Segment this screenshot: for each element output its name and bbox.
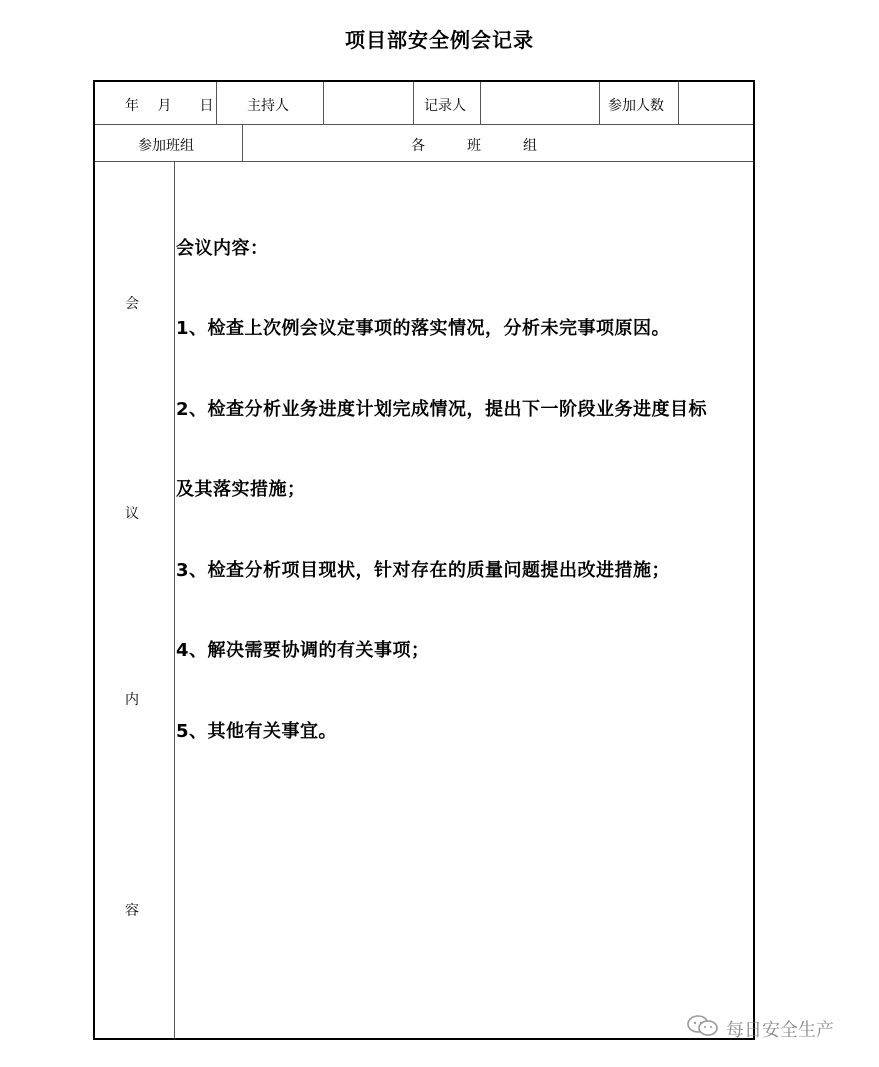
side-label-char: 会 [125, 296, 139, 312]
side-label-char: 容 [125, 903, 139, 919]
side-label-char: 内 [125, 692, 139, 708]
content-heading: 会议内容： [176, 238, 269, 259]
date-label: 年 月 日 [125, 98, 214, 114]
host-label: 主持人 [247, 98, 289, 114]
watermark-text: 每日安全生产 [726, 1019, 834, 1041]
recorder-label: 记录人 [424, 98, 466, 114]
watermark [686, 1014, 834, 1043]
content-item: 及其落实措施； [176, 479, 306, 500]
content-item: 3、检查分析项目现状，针对存在的质量问题提出改进措施； [176, 560, 671, 581]
groups-label: 参加班组 [138, 138, 194, 154]
wechat-icon [686, 1014, 720, 1043]
attendee-count-label: 参加人数 [608, 98, 664, 114]
side-label-char: 议 [125, 506, 139, 522]
content-item: 4、解决需要协调的有关事项； [176, 640, 430, 661]
meeting-record-table [93, 80, 755, 1040]
column-divider [413, 82, 414, 124]
column-divider [174, 161, 175, 1038]
column-divider [323, 82, 324, 124]
column-divider [480, 82, 481, 124]
groups-value: 各 班 组 [411, 138, 537, 154]
column-divider [678, 82, 679, 124]
content-item: 2、检查分析业务进度计划完成情况，提出下一阶段业务进度目标 [176, 399, 708, 420]
row-divider [95, 161, 753, 162]
column-divider [599, 82, 600, 124]
row-divider [95, 124, 753, 125]
content-item: 5、其他有关事宜。 [176, 721, 338, 742]
column-divider [242, 124, 243, 161]
page-title: 项目部安全例会记录 [345, 28, 534, 52]
column-divider [216, 82, 217, 124]
content-item: 1、检查上次例会议定事项的落实情况，分析未完事项原因。 [176, 318, 671, 339]
